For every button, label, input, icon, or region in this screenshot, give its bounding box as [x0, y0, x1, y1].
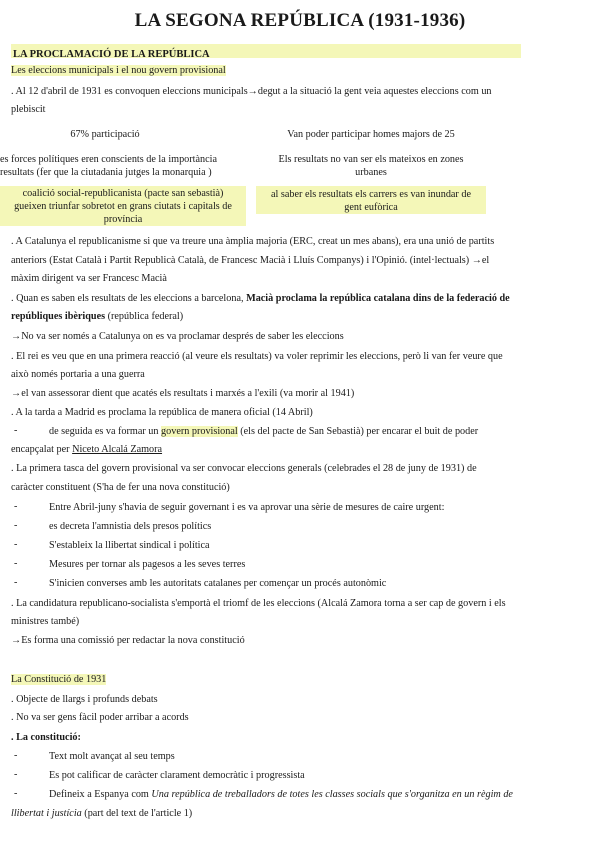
- dash-marker: -: [14, 501, 18, 512]
- bullet-item: Mesures per tornar als pagesos a les seves terres: [49, 559, 246, 570]
- bullet-item: Entre Abril-juny s'havia de seguir governant i es va aprovar una sèrie de mesures de caire urgent:: [49, 502, 445, 513]
- paragraph-line: . La primera tasca del govern provisional va ser convocar eleccions generals (celebrades el 28 de juny de 1931) de: [11, 463, 477, 474]
- page-title: LA SEGONA REPÚBLICA (1931-1936): [134, 10, 466, 31]
- subheading-eleccions: Les eleccions municipals i el nou govern provisional: [11, 65, 226, 76]
- subheading-line: [11, 64, 226, 77]
- subheading-line: [11, 673, 106, 686]
- paragraph-line: →el van assessorar dient que acatés els resultats i marxés a l'exili (va morir al 1941): [11, 388, 355, 399]
- italic-quote: llibertat i justícia: [11, 808, 82, 819]
- paragraph-line: això només portaria a una guerra: [11, 369, 145, 380]
- text-span: encapçalat per: [11, 444, 73, 455]
- column-right-text: urbanes: [355, 167, 387, 178]
- dash-marker: -: [14, 788, 18, 799]
- bullet-item: S'inicien converses amb les autoritats catalanes per començar un procés autonòmic: [49, 578, 387, 589]
- dash-marker: -: [14, 577, 18, 588]
- box-text: província: [103, 214, 143, 225]
- box-text: gueixen triunfar sobretot en grans ciutats i capitals de: [14, 201, 232, 212]
- text-span: (els del pacte de San Sebastià) per encarar el buit de poder: [237, 426, 479, 437]
- paragraph-line: . La candidatura republicano-socialista s'emportà el triomf de les eleccions (Alcalá Zamora torna a ser cap de govern i els: [11, 598, 506, 609]
- bullet-item: Es pot calificar de caràcter clarament democràtic i progressista: [49, 770, 305, 781]
- dash-marker: -: [14, 520, 18, 531]
- column-left-text: resultats (fer que la ciutadania jutges la monarquia ): [0, 167, 212, 178]
- dash-marker: -: [14, 750, 18, 761]
- column-right-text: Els resultats no van ser els mateixos en zones: [278, 154, 464, 165]
- column-right-text: Van poder participar homes majors de 25: [287, 129, 455, 140]
- paragraph-line: . A la tarda a Madrid es proclama la república de manera oficial (14 Abril): [11, 407, 313, 418]
- paragraph-line: . Al 12 d'abril de 1931 es convoquen eleccions municipals→degut a la situació la gent veia aquestes eleccions com un: [11, 86, 492, 97]
- text-span: (part del text de l'article 1): [81, 808, 193, 819]
- text-span: . Quan es saben els resultats de les eleccions a barcelona,: [11, 293, 247, 304]
- section-heading-text: LA PROCLAMACIÓ DE LA REPÚBLICA: [13, 49, 210, 60]
- dash-marker: -: [14, 539, 18, 550]
- paragraph-line: [11, 443, 162, 456]
- paragraph-line: . No va ser gens fàcil poder arribar a acords: [11, 712, 189, 723]
- bold-text: repúbliques ibèriques: [11, 311, 106, 322]
- bullet-item: S'estableix la llibertat sindical i política: [49, 540, 210, 551]
- dash-marker: -: [14, 558, 18, 569]
- bullet-item: Text molt avançat al seu temps: [49, 751, 175, 762]
- paragraph-line: [11, 310, 183, 323]
- paragraph-line: anteriors (Estat Català i Partit Republicà Català, de Francesc Macià i Lluís Companys) i l'Opinió. (intel·lectuals) →el: [11, 255, 490, 266]
- text-span: Defineix a Espanya com: [49, 789, 152, 800]
- paragraph-line: . Objecte de llargs i profunds debats: [11, 694, 158, 705]
- italic-quote: Una república de treballadors de totes les classes socials que s'organitza en un règim de: [151, 789, 513, 800]
- paragraph-line: [49, 425, 478, 438]
- text-span: (república federal): [105, 311, 184, 322]
- box-text: al saber els resultats els carrers es van inundar de: [271, 189, 471, 200]
- box-text: gent eufòrica: [344, 202, 398, 213]
- paragraph-line: ministres també): [11, 616, 80, 627]
- paragraph-line: →No va ser només a Catalunya on es va proclamar després de saber les eleccions: [11, 331, 344, 342]
- paragraph-line: [11, 292, 510, 305]
- paragraph-line: plebiscit: [11, 104, 46, 115]
- bold-text: Macià proclama la república catalana dins de la federació de: [246, 293, 510, 304]
- box-text: coalició social-republicanista (pacte san sebastià): [22, 188, 224, 199]
- paragraph-line: →Es forma una comissió per redactar la nova constitució: [11, 635, 245, 646]
- column-left-text: es forces polítiques eren conscients de la importància: [0, 154, 217, 165]
- section-heading-constitucio: La Constitució de 1931: [11, 674, 107, 685]
- column-left-text: 67% participació: [70, 129, 140, 140]
- highlight-govern-provisional: govern provisional: [161, 426, 238, 437]
- underlined-name: Niceto Alcalá Zamora: [72, 444, 163, 455]
- dash-marker: -: [14, 425, 18, 436]
- paragraph-line: [11, 807, 192, 820]
- dash-marker: -: [14, 769, 18, 780]
- text-span: de seguida es va formar un: [49, 426, 162, 437]
- paragraph-line: caràcter constituent (S'ha de fer una nova constitució): [11, 482, 230, 493]
- section-heading-proclamacio: [11, 44, 521, 58]
- paragraph-line: màxim dirigent va ser Francesc Macià: [11, 273, 167, 284]
- paragraph-line: . A Catalunya el republicanisme si que va treure una àmplia majoria (ERC, creat un mes abans), era una unió de partits: [11, 236, 495, 247]
- paragraph-line-bold: . La constitució:: [11, 732, 81, 743]
- bullet-item: es decreta l'amnistia dels presos polítics: [49, 521, 212, 532]
- paragraph-line: . El rei es veu que en una primera reacció (al veure els resultats) va voler reprimir les eleccions, però li van fer veure que: [11, 351, 503, 362]
- bullet-item: [49, 788, 513, 801]
